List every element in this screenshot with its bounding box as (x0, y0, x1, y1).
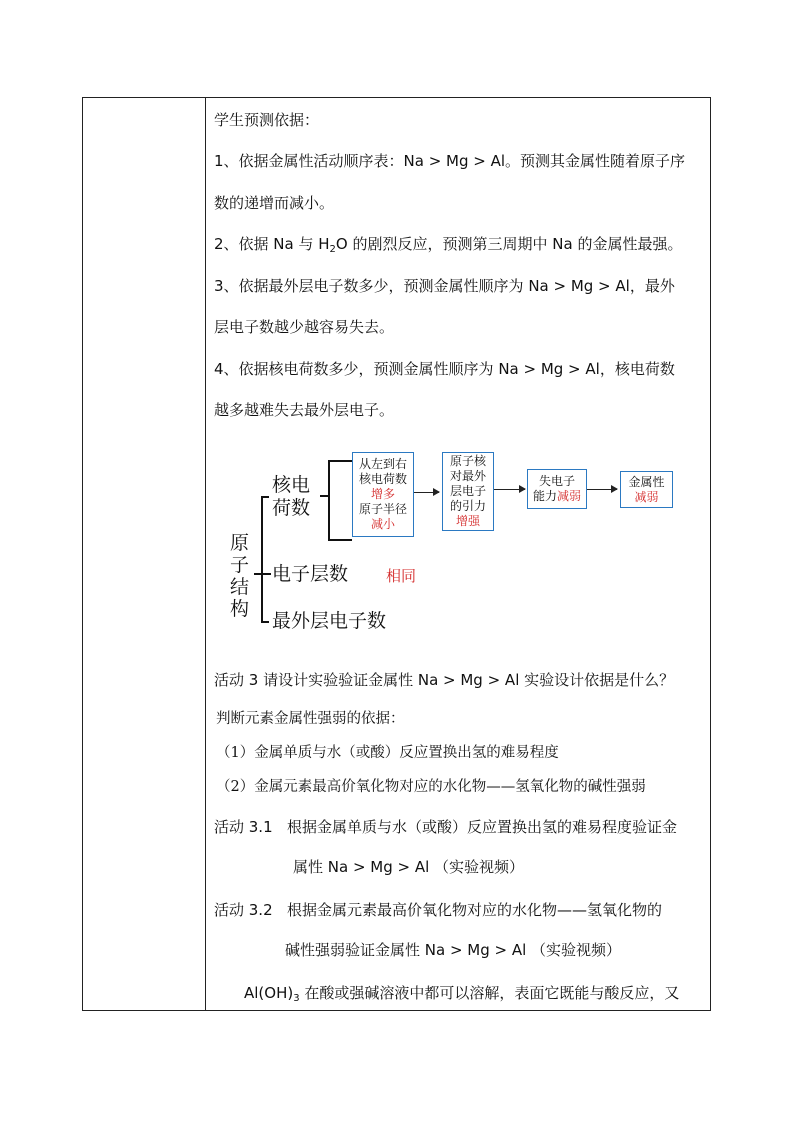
basis-item-1: （1）金属单质与水（或酸）反应置换出氢的难易程度 (216, 745, 559, 761)
prediction-1-line-2: 数的递增而减小。 (214, 194, 335, 212)
arrow-2 (494, 489, 525, 490)
atomic-structure-diagram (224, 446, 686, 642)
intro-heading: 学生预测依据： (214, 111, 320, 129)
activity-3-1-label: 活动 3.1 (214, 818, 273, 836)
root-char-4: 构 (230, 598, 250, 620)
basis-item-2: （2）金属元素最高价氧化物对应的水化物——氢氧化物的碱性强弱 (216, 779, 646, 795)
prediction-3-line-1: 3、依据最外层电子数多少，预测金属性顺序为 Na > Mg > Al，最外 (214, 277, 675, 295)
activity-3-1-line-2: 属性 Na > Mg > Al （实验视频） (293, 858, 525, 876)
bracket-outer-vertical (261, 496, 263, 622)
prediction-2: 2、依据 Na 与 $H_2O$ 的剧烈反应，预测第三周期中 Na 的金属性最强。 (214, 235, 683, 255)
table-column-divider (205, 97, 206, 1011)
root-char-2: 子 (230, 554, 250, 576)
activity-3-question: 活动 3 请设计实验验证金属性 Na > Mg > Al 实验设计依据是什么？ (214, 671, 675, 689)
bracket-middle-tick (261, 573, 271, 575)
bracket-top-tick (261, 496, 269, 498)
box-nuclear-charge-increase: 从左到右 核电荷数 增多 原子半径 减小 (352, 452, 414, 537)
root-char-1: 原 (230, 532, 250, 554)
branch-electron-shells: 电子层数 (272, 563, 349, 585)
same-label: 相同 (386, 567, 417, 585)
activity-3-2-line-1: 根据金属元素最高价氧化物对应的水化物——氢氧化物的 (287, 901, 663, 919)
branch-bracket-vertical (328, 460, 330, 540)
branch-bracket-top (328, 460, 352, 462)
branch-outer-electrons: 最外层电子数 (272, 610, 387, 632)
box-electron-loss: 失电子 能力减弱 (527, 469, 587, 509)
prediction-4-line-1: 4、依据核电荷数多少，预测金属性顺序为 Na > Mg > Al，核电荷数 (214, 360, 675, 378)
branch-bracket-bottom (328, 539, 352, 541)
arrow-3 (587, 489, 617, 490)
prediction-4-line-2: 越多越难失去最外层电子。 (214, 401, 395, 419)
prediction-3-line-2: 层电子数越少越容易失去。 (214, 318, 395, 336)
bracket-bottom-tick (261, 621, 269, 623)
activity-3-2-line-2: 碱性强弱验证金属性 Na > Mg > Al （实验视频） (285, 941, 622, 959)
box-nucleus-attraction: 原子核 对最外 层电子 的引力 增强 (442, 452, 494, 531)
box-metallicity: 金属性 减弱 (620, 471, 673, 508)
activity-3-1-line-1: 根据金属单质与水（或酸）反应置换出氢的难易程度验证金 (287, 818, 678, 836)
branch-nuclear-charge-line-1: 核电 (272, 474, 311, 496)
basis-title: 判断元素金属性强弱的依据： (216, 711, 405, 727)
branch-connector (320, 495, 328, 497)
prediction-1-line-1: 1、依据金属性活动顺序表：Na > Mg > Al。预测其金属性随着原子序 (214, 152, 686, 170)
aluminium-hydroxide-note: $Al(OH)_3$ 在酸或强碱溶液中都可以溶解，表面它既能与酸反应，又 (244, 984, 680, 1004)
arrow-1 (414, 492, 439, 493)
root-char-3: 结 (230, 576, 250, 598)
activity-3-2-label: 活动 3.2 (214, 901, 273, 919)
branch-nuclear-charge-line-2: 荷数 (272, 497, 311, 519)
